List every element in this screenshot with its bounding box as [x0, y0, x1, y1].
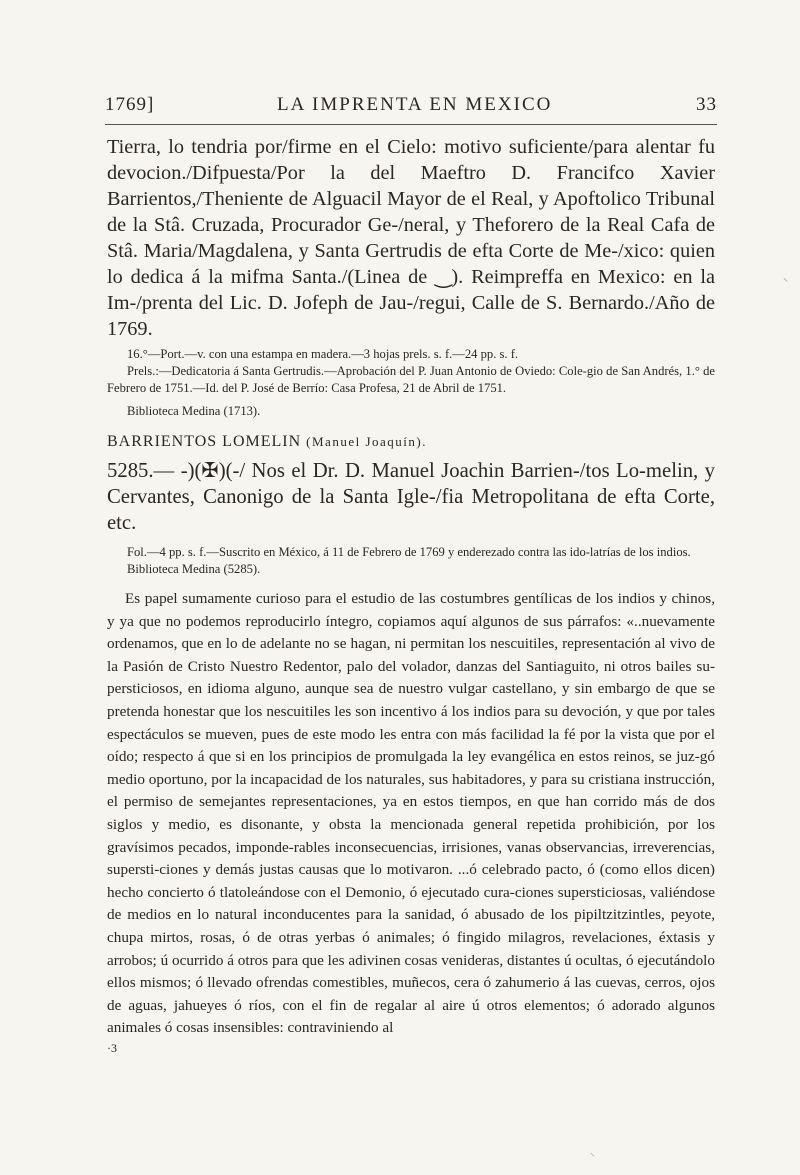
running-header — [105, 88, 717, 122]
signature-mark: ·3 — [107, 1040, 117, 1055]
entry-5285-title — [107, 458, 715, 536]
header-rule — [105, 124, 717, 125]
author-given-name: (Manuel Joaquín). — [306, 434, 427, 449]
entry-commentary: Es papel sumamente curioso para el estudio de las costumbres gentílicas de los indios y chinos, y ya que no podemos reproducirlo íntegro, copiamos aquí algunos de sus párrafos: «..nuevamente ordenamos, que en lo de adelante no se hagan, ni permitan los nescuitiles, representación al vivo de la Pasión de Cristo Nuestro Redentor, palo del volador, danzas del Santiaguito, ni otros bailes su-persticiosos, en idioma alguno, aunque sea de nuestro vulgar castellano, y sin embargo de que se pretenda honestar que los nescuitiles les son incentivo á los indios para su devoción, y que por tales espectáculos se mueven, pues de este modo les entra con más facilidad la fé por la vista que por el oído; respecto á que si en los principios de promulgada la ley evangélica en estos reinos, se juz-gó medio oportuno, por la incapacidad de los naturales, sus habitadores, y para su cristiana instrucción, el permiso de semejantes representaciones, ya en estos tiempos, en que han corrido más de dos siglos y medio, es disonante, y obsta la mencionada general repetida prohibición, por los gravísimos pecados, imponde-rables inconsecuencias, irrisiones, vanas observancias, irreverencias, supersti-ciones y demás justas causas que lo motivaron. ...ó celebrado pacto, ó (como ellos dicen) hecho concierto ó tlatoleándose con el Demonio, ó ejecutado cura-ciones supersticiosas, valiéndose de medios en lo natural inconducentes para la sanidad, ó abusado de los pipiltzitzintles, peyote, chupa mirtos, rosas, ó de otras yerbas ó animales; ó fingido milagros, revelaciones, éxtasis y arrobos; ú ocurrido á otros para que les adivinen cosas venideras, distantes ú ocultas, ó ejecutándolo ellos mismos; ó llevado ofrendas comestibles, muñecos, cera ó zahumerio á las cuevas, cerros, ojos de aguas, jahueyes ó ríos, con el fin de regalar al aire ú otros elementos; ó adorado algunos animales ó cosas insensibles: contraviniendo al — [107, 590, 715, 1037]
entry-number: 5285.— — [107, 460, 175, 482]
page-body — [107, 134, 715, 1056]
margin-mark: ⸌ — [783, 277, 788, 288]
page-number: 33 — [696, 94, 717, 115]
entry-5285-description: Fol.—4 pp. s. f.—Suscrito en México, á 11 de Febrero de 1769 y enderezado contra las ido-latrías de los indios. — [127, 545, 691, 559]
author-heading — [107, 430, 715, 454]
entry-library: Biblioteca Medina (1713). — [127, 404, 261, 418]
entry-5285-library: Biblioteca Medina (5285). — [127, 562, 261, 576]
header-title: LA IMPRENTA EN MEXICO — [277, 94, 553, 115]
header-year: 1769] — [105, 94, 155, 115]
entry-description: 16.°—Port.—v. con una estampa en madera.—3 hojas prels. s. f.—24 pp. s. f. — [127, 347, 519, 361]
author-surname: BARRIENTOS LOMELIN — [107, 433, 302, 450]
margin-mark-bottom: ⸌ — [590, 1152, 595, 1163]
entry-preliminaries: Prels.:—Dedicatoria á Santa Gertrudis.—Aprobación del P. Juan Antonio de Oviedo: Cole-gio de San Andrés, 1.° de Febrero de 1751.—Id. del P. José de Berrío: Casa Profesa, 21 de Abril de 1751. — [107, 364, 715, 395]
entry-title: -)(✠)(-/ Nos el Dr. D. Manuel Joachin Barrien-/tos Lo-melin, y Cervantes, Canonigo de la Santa Igle-/fia Metropolitana de efta Corte, etc. — [107, 460, 716, 534]
entry-title-continued: Tierra, lo tendria por/firme en el Cielo: motivo suficiente/para alentar fu devocion./Difpuesta/Por la del Maeftro D. Francifco Xavier Barrientos,/Theniente de Alguacil Mayor de el Real, y Apoftolico Tribunal de la Stâ. Cruzada, Procurador Ge-/neral, y Theforero de la Real Cafa de Stâ. Maria/Magdalena, y Santa Gertrudis de efta Corte de Me-/xico: quien lo dedica á la mifma Santa./(Linea de ‿). Reimpreffa en Mexico: en la Im-/prenta del Lic. D. Jofeph de Jau-/regui, Calle de S. Bernardo./Año de 1769. — [107, 136, 715, 340]
